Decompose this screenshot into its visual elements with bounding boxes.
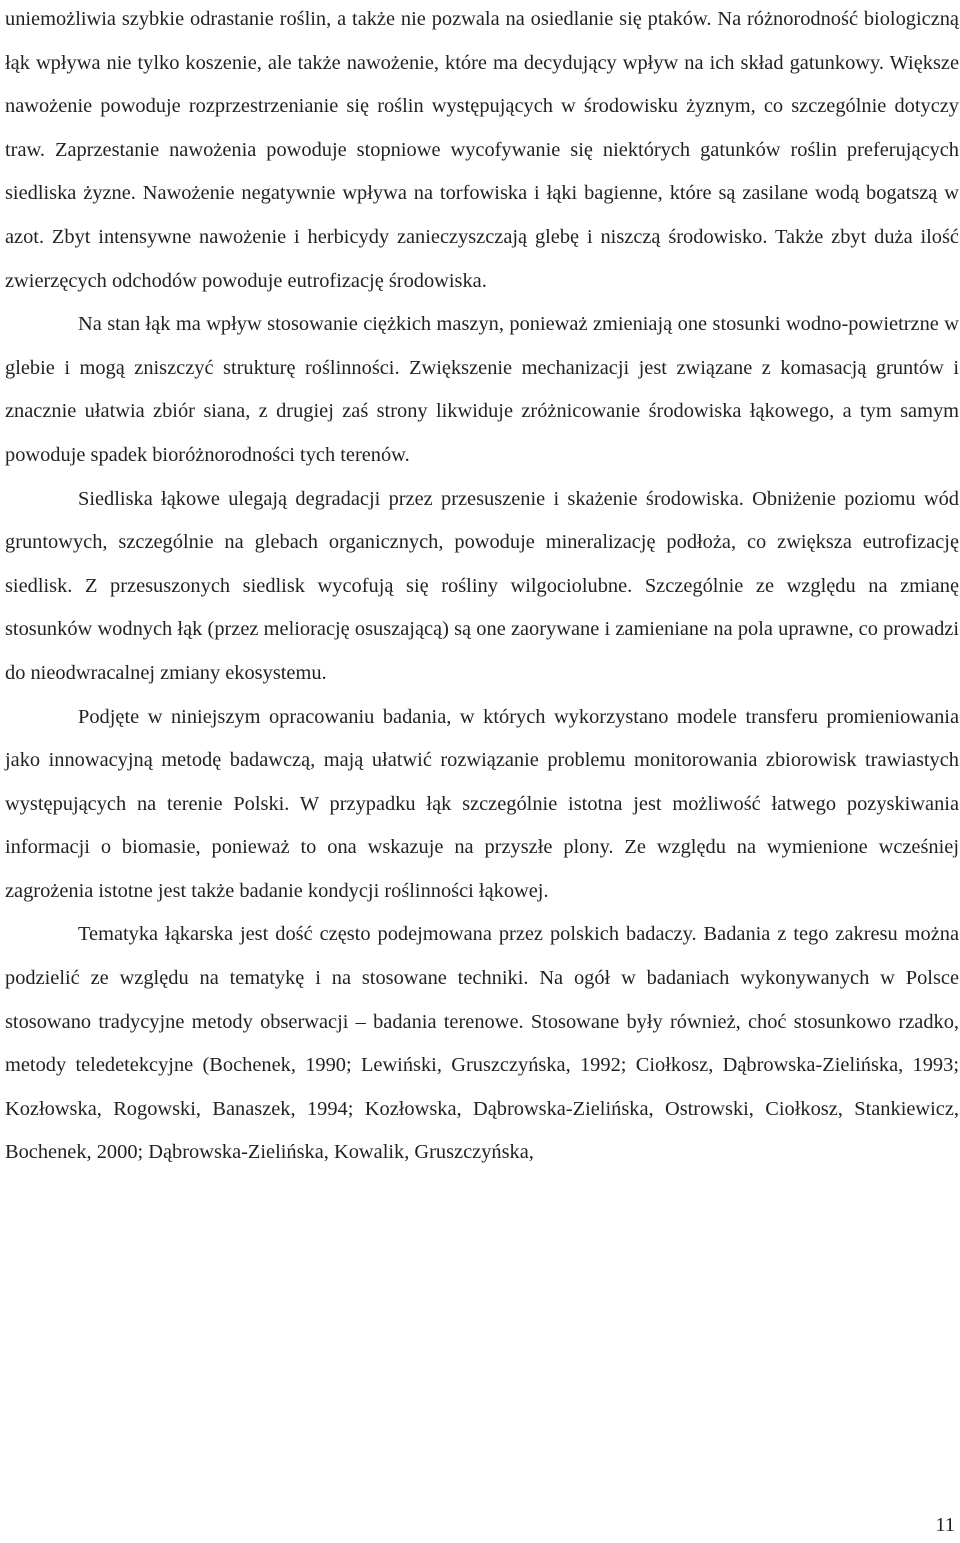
paragraph-heavy-machinery: Na stan łąk ma wpływ stosowanie ciężkich maszyn, ponieważ zmieniają one stosunki wodno-powietrzne w glebie i mogą zniszczyć strukturę roślinności. Zwiększenie mechanizacji jest związane z komasacją gruntów i znacznie ułatwia zbiór siana, z drugiej zaś strony likwiduje zróżnicowanie środowiska łąkowego, a tym samym powoduje spadek bioróżnorodności tych terenów. [5, 313, 959, 466]
paragraph-fertilization: uniemożliwia szybkie odrastanie roślin, a także nie pozwala na osiedlanie się ptaków. Na różnorodność biologiczną łąk wpływa nie tylko koszenie, ale także nawożenie, które ma decydujący wpływ na ich skład gatunkowy. Większe nawożenie powoduje rozprzestrzenianie się roślin występujących w środowisku żyznym, co szczególnie dotyczy traw. Zaprzestanie nawożenia powoduje stopniowe wycofywanie się niektórych gatunków roślin preferujących siedliska żyzne. Nawożenie negatywnie wpływa na torfowiska i łąki bagienne, które są zasilane wodą bogatszą w azot. Zbyt intensywne nawożenie i herbicydy zanieczyszczają glebę i niszczą środowisko. Także zbyt duża ilość zwierzęcych odchodów powoduje eutrofizację środowiska. [5, 8, 959, 292]
paragraph-drainage-degradation: Siedliska łąkowe ulegają degradacji przez przesuszenie i skażenie środowiska. Obniżenie poziomu wód gruntowych, szczególnie na glebach organicznych, powoduje mineralizację podłoża, co zwiększa eutrofizację siedlisk. Z przesuszonych siedlisk wycofują się rośliny wilgociolubne. Szczególnie ze względu na zmianę stosunków wodnych łąk (przez meliorację osuszającą) są one zaorywane i zamieniane na pola uprawne, co prowadzi do nieodwracalnej zmiany ekosystemu. [5, 487, 959, 684]
paragraph-literature-review: Tematyka łąkarska jest dość często podejmowana przez polskich badaczy. Badania z tego zakresu można podzielić ze względu na tematykę i na stosowane techniki. Na ogół w badaniach wykonywanych w Polsce stosowano tradycyjne metody obserwacji – badania terenowe. Stosowane były również, choć stosunkowo rzadko, metody teledetekcyjne (Bochenek, 1990; Lewiński, Gruszczyńska, 1992; Ciołkosz, Dąbrowska-Zielińska, 1993; Kozłowska, Rogowski, Banaszek, 1994; Kozłowska, Dąbrowska-Zielińska, Ostrowski, Ciołkosz, Stankiewicz, Bochenek, 2000; Dąbrowska-Zielińska, Kowalik, Gruszczyńska, [5, 923, 959, 1164]
body-text [5, 0, 959, 1175]
page-number: 11 [935, 1514, 955, 1536]
paragraph-research-goal: Podjęte w niniejszym opracowaniu badania, w których wykorzystano modele transferu promieniowania jako innowacyjną metodę badawczą, mają ułatwić rozwiązanie problemu monitorowania zbiorowisk trawiastych występujących na terenie Polski. W przypadku łąk szczególnie istotna jest możliwość łatwego pozyskiwania informacji o biomasie, ponieważ to ona wskazuje na przyszłe plony. Ze względu na wymienione wcześniej zagrożenia istotne jest także badanie kondycji roślinności łąkowej. [5, 705, 959, 902]
